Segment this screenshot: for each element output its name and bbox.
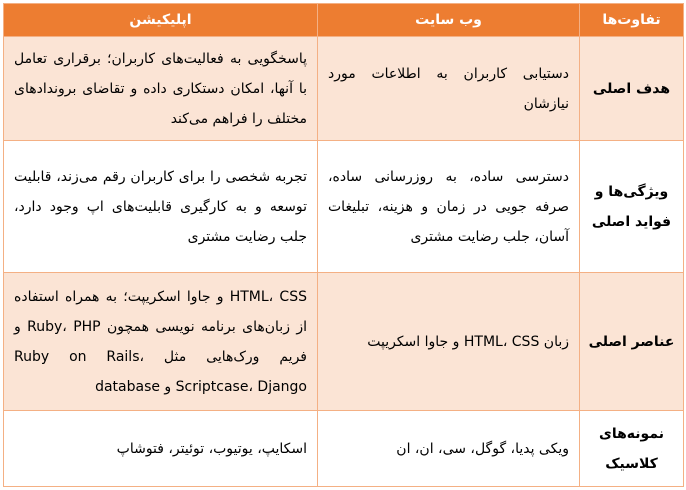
table-row-main-goal — [4, 37, 684, 141]
header-differences: تفاوت‌ها — [580, 4, 684, 37]
website-vs-application-table — [3, 3, 684, 487]
cell-website-examples: ویکی پدیا، گوگل، سی، ان، ان — [318, 411, 580, 487]
cell-application-main-elements: HTML، CSS و جاوا اسکریپت؛ به همراه استفاده از زبان‌های برنامه نویسی همچون Ruby، PHP و فریم ورک‌هایی مثل Ruby on Rails، Scriptcase، Django و database — [4, 273, 318, 411]
cell-website-main-goal: دستیابی کاربران به اطلاعات مورد نیازشان — [318, 37, 580, 141]
row-label-main-goal: هدف اصلی — [580, 37, 684, 141]
table-row-main-elements — [4, 273, 684, 411]
cell-application-main-goal: پاسخگویی به فعالیت‌های کاربران؛ برقراری تعامل با آنها، امکان دستکاری داده و تقاضای بروندادهای مختلف را فراهم می‌کند — [4, 37, 318, 141]
cell-application-features: تجربه شخصی را برای کاربران رقم می‌زند، قابلیت توسعه و به کارگیری قابلیت‌های اپ وجود دارد، جلب رضایت مشتری — [4, 141, 318, 273]
header-website: وب سایت — [318, 4, 580, 37]
table-row-examples — [4, 411, 684, 487]
cell-website-features: دسترسی ساده، به روزرسانی ساده، صرفه جویی در زمان و هزینه، تبلیغات آسان، جلب رضایت مشتری — [318, 141, 580, 273]
cell-application-examples: اسکایپ، یوتیوب، توئیتر، فتوشاپ — [4, 411, 318, 487]
cell-website-main-elements: زبان HTML، CSS و جاوا اسکریپت — [318, 273, 580, 411]
table-header-row — [4, 4, 684, 37]
table-row-features — [4, 141, 684, 273]
row-label-features: ویژگی‌ها و فواید اصلی — [580, 141, 684, 273]
header-application: اپلیکیشن — [4, 4, 318, 37]
row-label-main-elements: عناصر اصلی — [580, 273, 684, 411]
row-label-examples: نمونه‌های کلاسیک — [580, 411, 684, 487]
comparison-table-container — [3, 3, 683, 487]
